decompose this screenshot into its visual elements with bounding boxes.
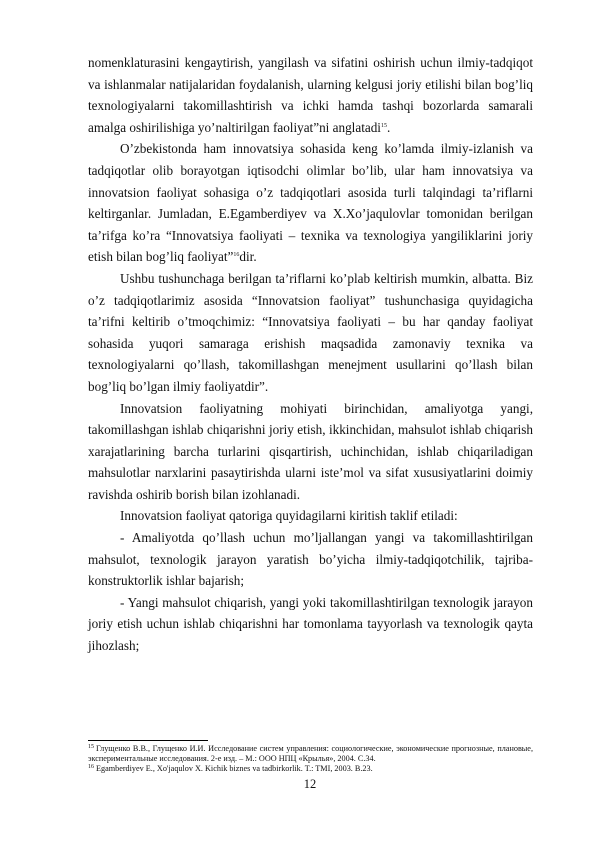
- footnote-text: Глущенко В.В., Глущенко И.И. Исследование систем управления: социологические, экономические прогнозные, плановые, экспериментальные исследования. 2-е изд. – М.: ООО НПЦ «Крылья», 2004. С.34.: [88, 744, 533, 764]
- footnote-16: [88, 764, 533, 774]
- body-text: [88, 52, 533, 657]
- list-item-2: - Yangi mahsulot chiqarish, yangi yoki takomillashtirilgan texnologik jarayon joriy etish uchun ishlab chiqarishni har tomonlama tayyorlash va texnologik qayta jihozlash;: [88, 594, 533, 654]
- paragraph-1: nomenklaturasini kengaytirish, yangilash va sifatini oshirish uchun ilmiy-tadqiqot va ishlanmalar natijalaridan foydalanish, ularning kelgusi joriy etilishi bilan bog’liq texnologiyalarni takomillashtirish va ichki hamda tashqi bozorlarda samarali amalga oshirilishiga yo’naltirilgan faoliyat”ni anglatadi$^{15}$.: [88, 55, 533, 135]
- footnote-separator: [88, 740, 208, 741]
- list-item-1: - Amaliyotda qo’llash uchun mo’ljallangan yangi va takomillashtirilgan mahsulot, texnologik jarayon yaratish bo’yicha ilmiy-tadqiqotchilik, tajriba-konstruktorlik ishlar bajarish;: [88, 530, 533, 589]
- footnotes: [88, 744, 533, 775]
- footnote-text: Egamberdiyev E., Xo'jaqulov X. Kichik biznes va tadbirkorlik. T.: TMI, 2003. B.23.: [96, 764, 373, 774]
- footnote-15: [88, 744, 533, 764]
- footnote-ref-16[interactable]: 16: [233, 252, 240, 259]
- paragraph-5: Innovatsion faoliyat qatoriga quyidagilarni kiritish taklif etiladi:: [120, 508, 458, 524]
- footnote-number: 16: [88, 764, 94, 771]
- paragraph-3: Ushbu tushunchaga berilgan ta’riflarni ko’plab keltirish mumkin, albatta. Biz o’z tadqiqotlarimiz asosida “Innovatsion faoliyat” tushunchasiga quyidagicha ta’rifni keltirib o’tmoqchimiz: “Innovatsiya faoliyati – bu har qanday faoliyat sohasida yuqori samaraga erishish maqsadida zamonaviy texnika va texnologiyalarni qo’llash, takomillashgan menejment usullarini qo’llash bilan bog’liq bo’lgan ilmiy faoliyatdir”.: [88, 270, 533, 394]
- paragraph-4: Innovatsion faoliyatning mohiyati birinchidan, amaliyotga yangi, takomillashgan ishlab chiqarishni joriy etish, ikkinchidan, mahsulot ishlab chiqarish xarajatlarining barcha turlarini qisqartirish, uchinchidan, ishlab chiqariladigan mahsulotlar narxlarini pasaytirishda ularni iste’mol va sifat xususiyatlarini doimiy ravishda oshirib borish bilan izohlanadi.: [88, 400, 533, 502]
- footnote-ref-15[interactable]: 15: [380, 122, 387, 129]
- page-number: 12: [303, 777, 317, 791]
- paragraph-2: O’zbekistonda ham innovatsiya sohasida keng ko’lamda ilmiy-izlanish va tadqiqotlar olib borayotgan iqtisodchi olimlar bo’lib, ular ham innovatsiya va innovatsion faoliyat sohasiga o’z tadqiqotlari asosida turli talqindagi ta’riflarni keltirganlar. Jumladan, E.Egamberdiyev va X.Xo’jaqulovlar tomonidan berilgan ta’rifga ko’ra “Innovatsiya faoliyati – texnika va texnologiya yangiliklarini joriy etish bilan bog’liq faoliyat”$^{16}$dir.: [88, 141, 533, 265]
- footnote-number: 15: [88, 744, 94, 750]
